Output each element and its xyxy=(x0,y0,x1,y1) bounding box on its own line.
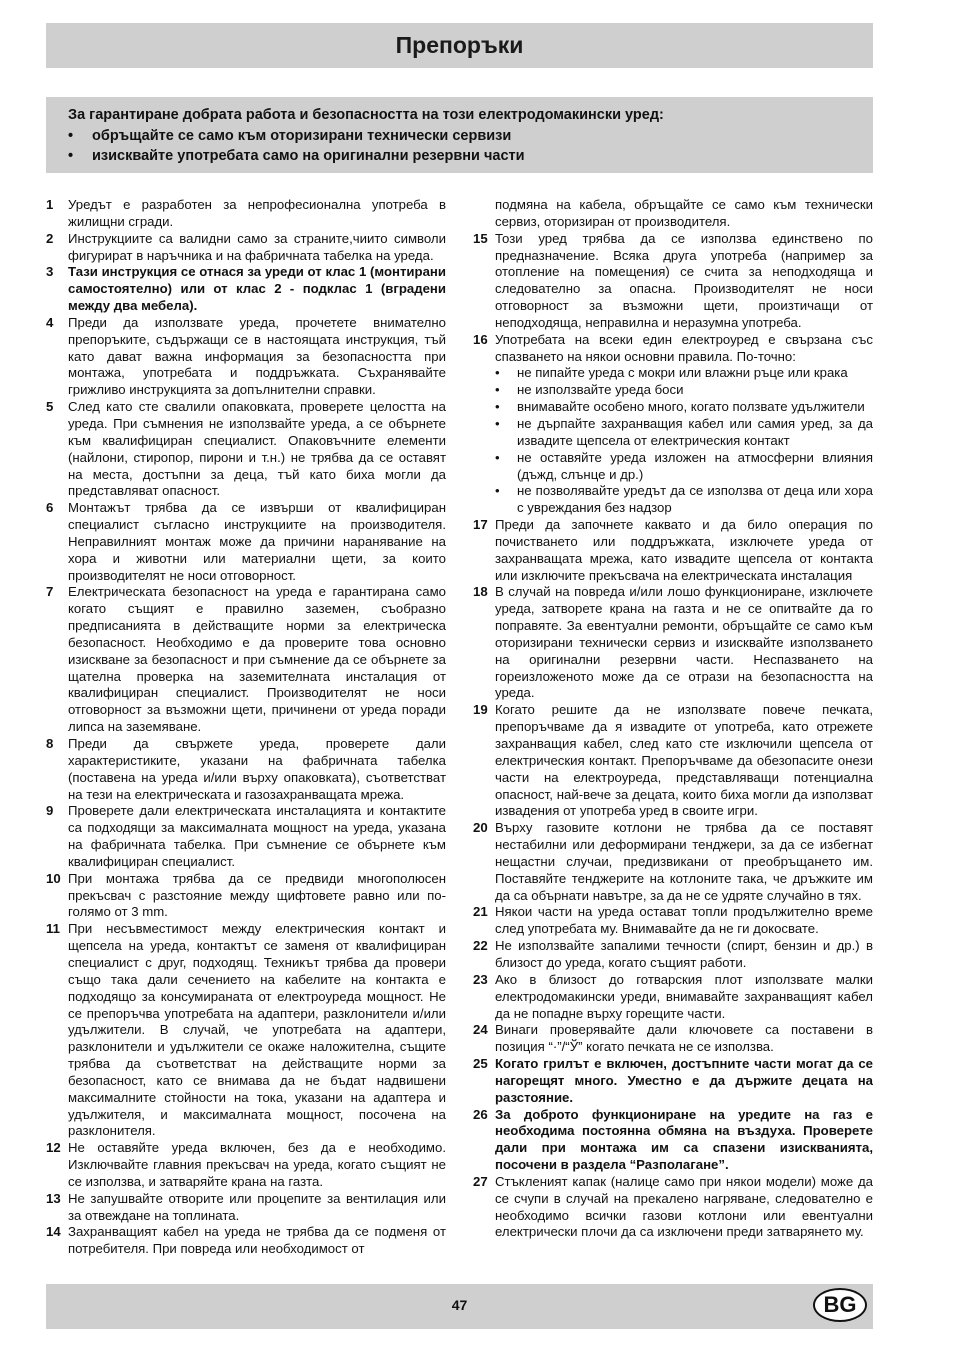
item-number: 26 xyxy=(473,1106,488,1122)
list-item xyxy=(473,972,873,1023)
right-column xyxy=(473,197,873,1241)
item-text: Не запушвайте отворите или процепите за вентилация или за отвеждане на топлината. xyxy=(68,1190,446,1223)
sub-list-text: не позволявайте уредът да се използва от деца или хора с увреждания без надзор xyxy=(517,483,873,516)
item-text: Върху газовите котлони не трябва да се поставят нестабилни или деформирани тенджери, за да се избегнат нещастни случаи, предизвикани от преобръщането им. Поставяйте тенджерите на котлоните така, че дръжките им да са обърнати навътре, за да не се удряте случайно в тях. xyxy=(495,820,873,903)
sub-list-text: не използвайте уреда боси xyxy=(517,382,684,398)
list-item xyxy=(46,736,446,803)
item-number: 21 xyxy=(473,904,488,920)
item-number: 1 xyxy=(46,197,54,212)
sub-list xyxy=(495,365,873,517)
list-item xyxy=(473,1056,873,1107)
list-item xyxy=(473,1022,873,1056)
list-item xyxy=(46,264,446,315)
sub-list-item xyxy=(495,416,873,450)
notice-heading: За гарантиране добрата работа и безопасността на този електродомакински уред: xyxy=(68,107,664,123)
item-number: 7 xyxy=(46,584,54,600)
list-item xyxy=(473,332,873,366)
sub-list-text: не дърпайте захранващия кабел или самия уред, за да извадите щепсела от електрическия контакт xyxy=(517,415,873,448)
page-number: 47 xyxy=(451,1297,468,1313)
item-text: Тази инструкция се отнася за уреди от клас 1 (монтирани самостоятелно) или от клас 2 - подклас 1 (вградени между два мебела). xyxy=(68,264,446,314)
list-item xyxy=(46,197,446,231)
item-number: 5 xyxy=(46,399,54,415)
notice-bullet-row xyxy=(68,126,873,147)
sub-list-wrapper xyxy=(473,365,873,517)
bullet-icon: • xyxy=(495,415,500,431)
item-number: 19 xyxy=(473,702,488,718)
continued-text: подмяна на кабела, обръщайте се само към технически сервиз, оторизиран от производителя. xyxy=(495,197,873,229)
list-item xyxy=(46,500,446,584)
list-item xyxy=(473,1174,873,1241)
right-items-group xyxy=(473,517,873,1241)
list-item xyxy=(46,803,446,870)
notice-bullet-text: обръщайте се само към оторизирани технически сервизи xyxy=(92,127,512,144)
sub-list-item xyxy=(495,365,873,382)
right-items-group xyxy=(473,231,873,366)
item-number: 10 xyxy=(46,870,61,886)
notice-bullet-text: изисквайте употребата само на оригинални резервни части xyxy=(92,148,525,164)
item-number: 25 xyxy=(473,1056,488,1072)
item-text: Проверете дали електрическата инсталацията и контактите са подходящи за максималната мощност на уреда, указана на фабричната табелка. При съмнение се обърнете към квалифициран специалист. xyxy=(68,803,446,869)
list-item xyxy=(473,938,873,972)
item-text: Някои части на уреда остават топли продължително време след употребата му. Внимавайте да не ги докосвате. xyxy=(495,904,873,937)
item-text: Инструкциите са валидни само за страните,чиито символи фигурират в наръчника и на фабричната табелка на уреда. xyxy=(68,230,446,263)
item-number: 2 xyxy=(46,230,54,246)
item-number: 6 xyxy=(46,500,54,516)
item-text: Уредът е разработен за непрофесионална употреба в жилищни сгради. xyxy=(68,197,446,229)
item-text: За доброто функциониране на уредите на газ е необходима постоянна обмяна на въздуха. Проверете дали при монтажа им са спазени изискванията, посочени в раздела “Разполагане”. xyxy=(495,1106,873,1173)
list-item xyxy=(46,315,446,399)
item-text: Преди да свържете уреда, проверете дали характеристиките, указани на фабричната табелка (поставена на уреда и/или върху опаковката), съответстват на тези на електрическата и газозахранващата мрежа. xyxy=(68,736,446,802)
item-number: 4 xyxy=(46,314,54,330)
language-badge: BG xyxy=(813,1288,867,1322)
item-number: 17 xyxy=(473,517,488,533)
item-number: 22 xyxy=(473,938,488,954)
item-number: 24 xyxy=(473,1022,488,1038)
bullet-icon: • xyxy=(495,365,500,381)
bullet-icon: • xyxy=(495,483,500,499)
item-text: Когато грилът е включен, достъпните части могат да се нагорещят много. Уместно е да държите децата на разстояние. xyxy=(495,1056,873,1105)
item-number: 3 xyxy=(46,264,54,280)
item-number: 11 xyxy=(46,921,60,937)
sub-list-item xyxy=(495,399,873,416)
bullet-icon: • xyxy=(495,449,500,465)
item-text: След като сте свалили опаковката, проверете целостта на уреда. При съмнения не използвайте уреда, а се обърнете към квалифициран специалист. Опаковъчните елементи (найлони, стиропор, пирони и т.н.) не трябва да се оставят на места, достъпни за деца, тъй като биха могли да представляват опасност. xyxy=(68,399,446,499)
list-item xyxy=(473,820,873,904)
item-text: Винаги проверявайте дали ключовете са поставени в позиция “·”/“Ў” когато печката не се използва. xyxy=(495,1022,873,1055)
item-number: 9 xyxy=(46,803,54,819)
item-text: Употребата на всеки един електроуред е свързана със спазването на някои основни правила. По-точно: xyxy=(495,331,873,364)
sub-list-text: внимавайте особено много, когато ползвате удължители xyxy=(517,399,865,415)
sub-list-text: не пипайте уреда с мокри или влажни ръце или крака xyxy=(517,365,848,381)
list-item xyxy=(46,584,446,736)
item-text: Захранващият кабел на уреда не трябва да се подменя от потребителя. При повреда или необходимост от xyxy=(68,1224,446,1257)
notice-bullet-row xyxy=(68,146,873,167)
bullet-icon: • xyxy=(495,399,500,415)
list-item xyxy=(473,1107,873,1174)
sub-list-item xyxy=(495,483,873,517)
list-item xyxy=(46,921,446,1140)
item-text: Не оставяйте уреда включен, без да е необходимо. Изключвайте главния прекъсвач на уреда, когато същият не се използва, и затваряйте крана на газта. xyxy=(68,1140,446,1189)
item-text: Когато решите да не използвате повече печката, препоръчваме да я извадите от употреба, като отрежете захранващия кабел, след като сте изключили щепсела от електрическия контакт. Препоръчваме да обезопасите онези части на електроуреда, представляващи потенциална опасност, най-вече за децата, които биха могли да използват извадения от употреба уред в своите игри. xyxy=(495,702,873,819)
sub-list-item xyxy=(495,450,873,484)
item-number: 18 xyxy=(473,584,488,600)
item-text: Този уред трябва да се използва единствено по предназначение. Всяка друга употреба (например за отопление на помещения) се счита за неподходяща и следователно за опасна. Производителят не носи отговорност за възможни щети, произтичащи от неподходяща, неправилна и неразумна употреба. xyxy=(495,230,873,330)
list-item xyxy=(473,904,873,938)
item-number: 14 xyxy=(46,1224,61,1240)
safety-notice xyxy=(46,97,873,173)
bullet-icon: • xyxy=(68,127,74,144)
item-text: При несъвместимост между електрическия контакт и щепсела на уреда, контактът се заменя от квалифициран специалист с друг, подходящ. Техникът трябва да провери също така дали сечението на кабелите на контакта е подходящо за консумираната от електроуреда мощност. Не се препоръчва употребата на адаптери, разклонители и/или удължители. В случай, че употребата на адаптери, разклонители и удължители се окаже наложителна, същите трябва да съответстват на действащите норми за безопасност, като се внимава да не бъдат надвишени максималните стойности на тока, указани на адаптера и удължителя, и максималната мощност, посочена на разклонителя. xyxy=(68,921,446,1139)
title-bar xyxy=(46,23,873,68)
item-number: 16 xyxy=(473,331,488,347)
item-number: 27 xyxy=(473,1173,488,1189)
item-number: 13 xyxy=(46,1190,61,1206)
list-item xyxy=(473,702,873,820)
list-item xyxy=(473,231,873,332)
list-item xyxy=(46,871,446,922)
bullet-icon: • xyxy=(68,148,74,164)
list-item xyxy=(473,584,873,702)
item-text: В случай на повреда и/или лошо функциониране, изключете уреда, затворете крана на газта и не се опитвайте да го поправяте. За евентуални ремонти, обръщайте се само към оторизирани технически сервиз и изисквайте използването на оригинални резервни части. Неспазването на гореизложеното може да се отрази на безопасността на уреда. xyxy=(495,584,873,701)
sub-list-text: не оставяйте уреда изложен на атмосферни влияния (дъжд, слънце и др.) xyxy=(517,449,873,482)
footer-bar xyxy=(46,1284,873,1329)
item-text: Не използвайте запалими течности (спирт, бензин и др.) в близост до уреда, когато същият работи. xyxy=(495,938,873,970)
list-item xyxy=(46,231,446,265)
list-item xyxy=(46,1224,446,1258)
item-number: 20 xyxy=(473,820,488,836)
item-text: Преди да започнете каквато и да било операция по почистването или поддръжката, изключете уреда от захранващата мрежа, като извадите щепсела от контакта или изключите прекъсвача на електрическата инсталация xyxy=(495,517,873,583)
item-text: Стъкленият капак (налице само при някои модели) може да се счупи в случай на прекалено нагряване, следователно е необходимо всички газови котлони или евентуални електрически плочи да са изключени преди затварянето му. xyxy=(495,1173,873,1240)
bullet-icon: • xyxy=(495,382,500,398)
item-number: 8 xyxy=(46,736,54,751)
list-item xyxy=(473,517,873,584)
page-title: Препоръки xyxy=(395,32,524,58)
item-text: При монтажа трябва да се предвиди многополюсен прекъсвач с разстояние между щифтовете равно или по-голямо от 3 mm. xyxy=(68,870,446,920)
item-number: 23 xyxy=(473,971,488,987)
item-text: Електрическата безопасност на уреда е гарантирана само когато същият е правилно заземен, съобразно предписанията в действащите норми за електрическа безопасност. Необходимо е да проверите това основно изискване за безопасност и при съмнение да се обърнете за щателна проверка на заземителната инсталация от квалифициран специалист. Производителят не носи отговорност за възможни щети, причинени от уреда поради липса на заземяване. xyxy=(68,584,446,735)
item-text: Монтажът трябва да се извърши от квалифициран специалист съгласно инструкциите на производителя. Неправилният монтаж може да причини наранявание на хора и животни или материални щети, за които производителят не носи отговорност. xyxy=(68,500,446,583)
item-text: Ако в близост до готварския плот използвате малки електродомакински уреди, внимавайте захранващият кабел да не попадне върху горещите части. xyxy=(495,971,873,1021)
left-column xyxy=(46,197,446,1258)
list-item xyxy=(46,399,446,500)
list-item xyxy=(46,1140,446,1191)
list-item xyxy=(46,1191,446,1225)
item-number: 12 xyxy=(46,1140,61,1156)
item-number: 15 xyxy=(473,230,488,246)
sub-list-item xyxy=(495,382,873,399)
item-text: Преди да използвате уреда, прочетете внимателно препоръките, съдържащи се в настоящата инструкция, тъй като дават важна информация за безопасността при монтажа, употребата и поддръжката. Съхранявайте грижливо инструкцията за допълнителни справки. xyxy=(68,314,446,398)
